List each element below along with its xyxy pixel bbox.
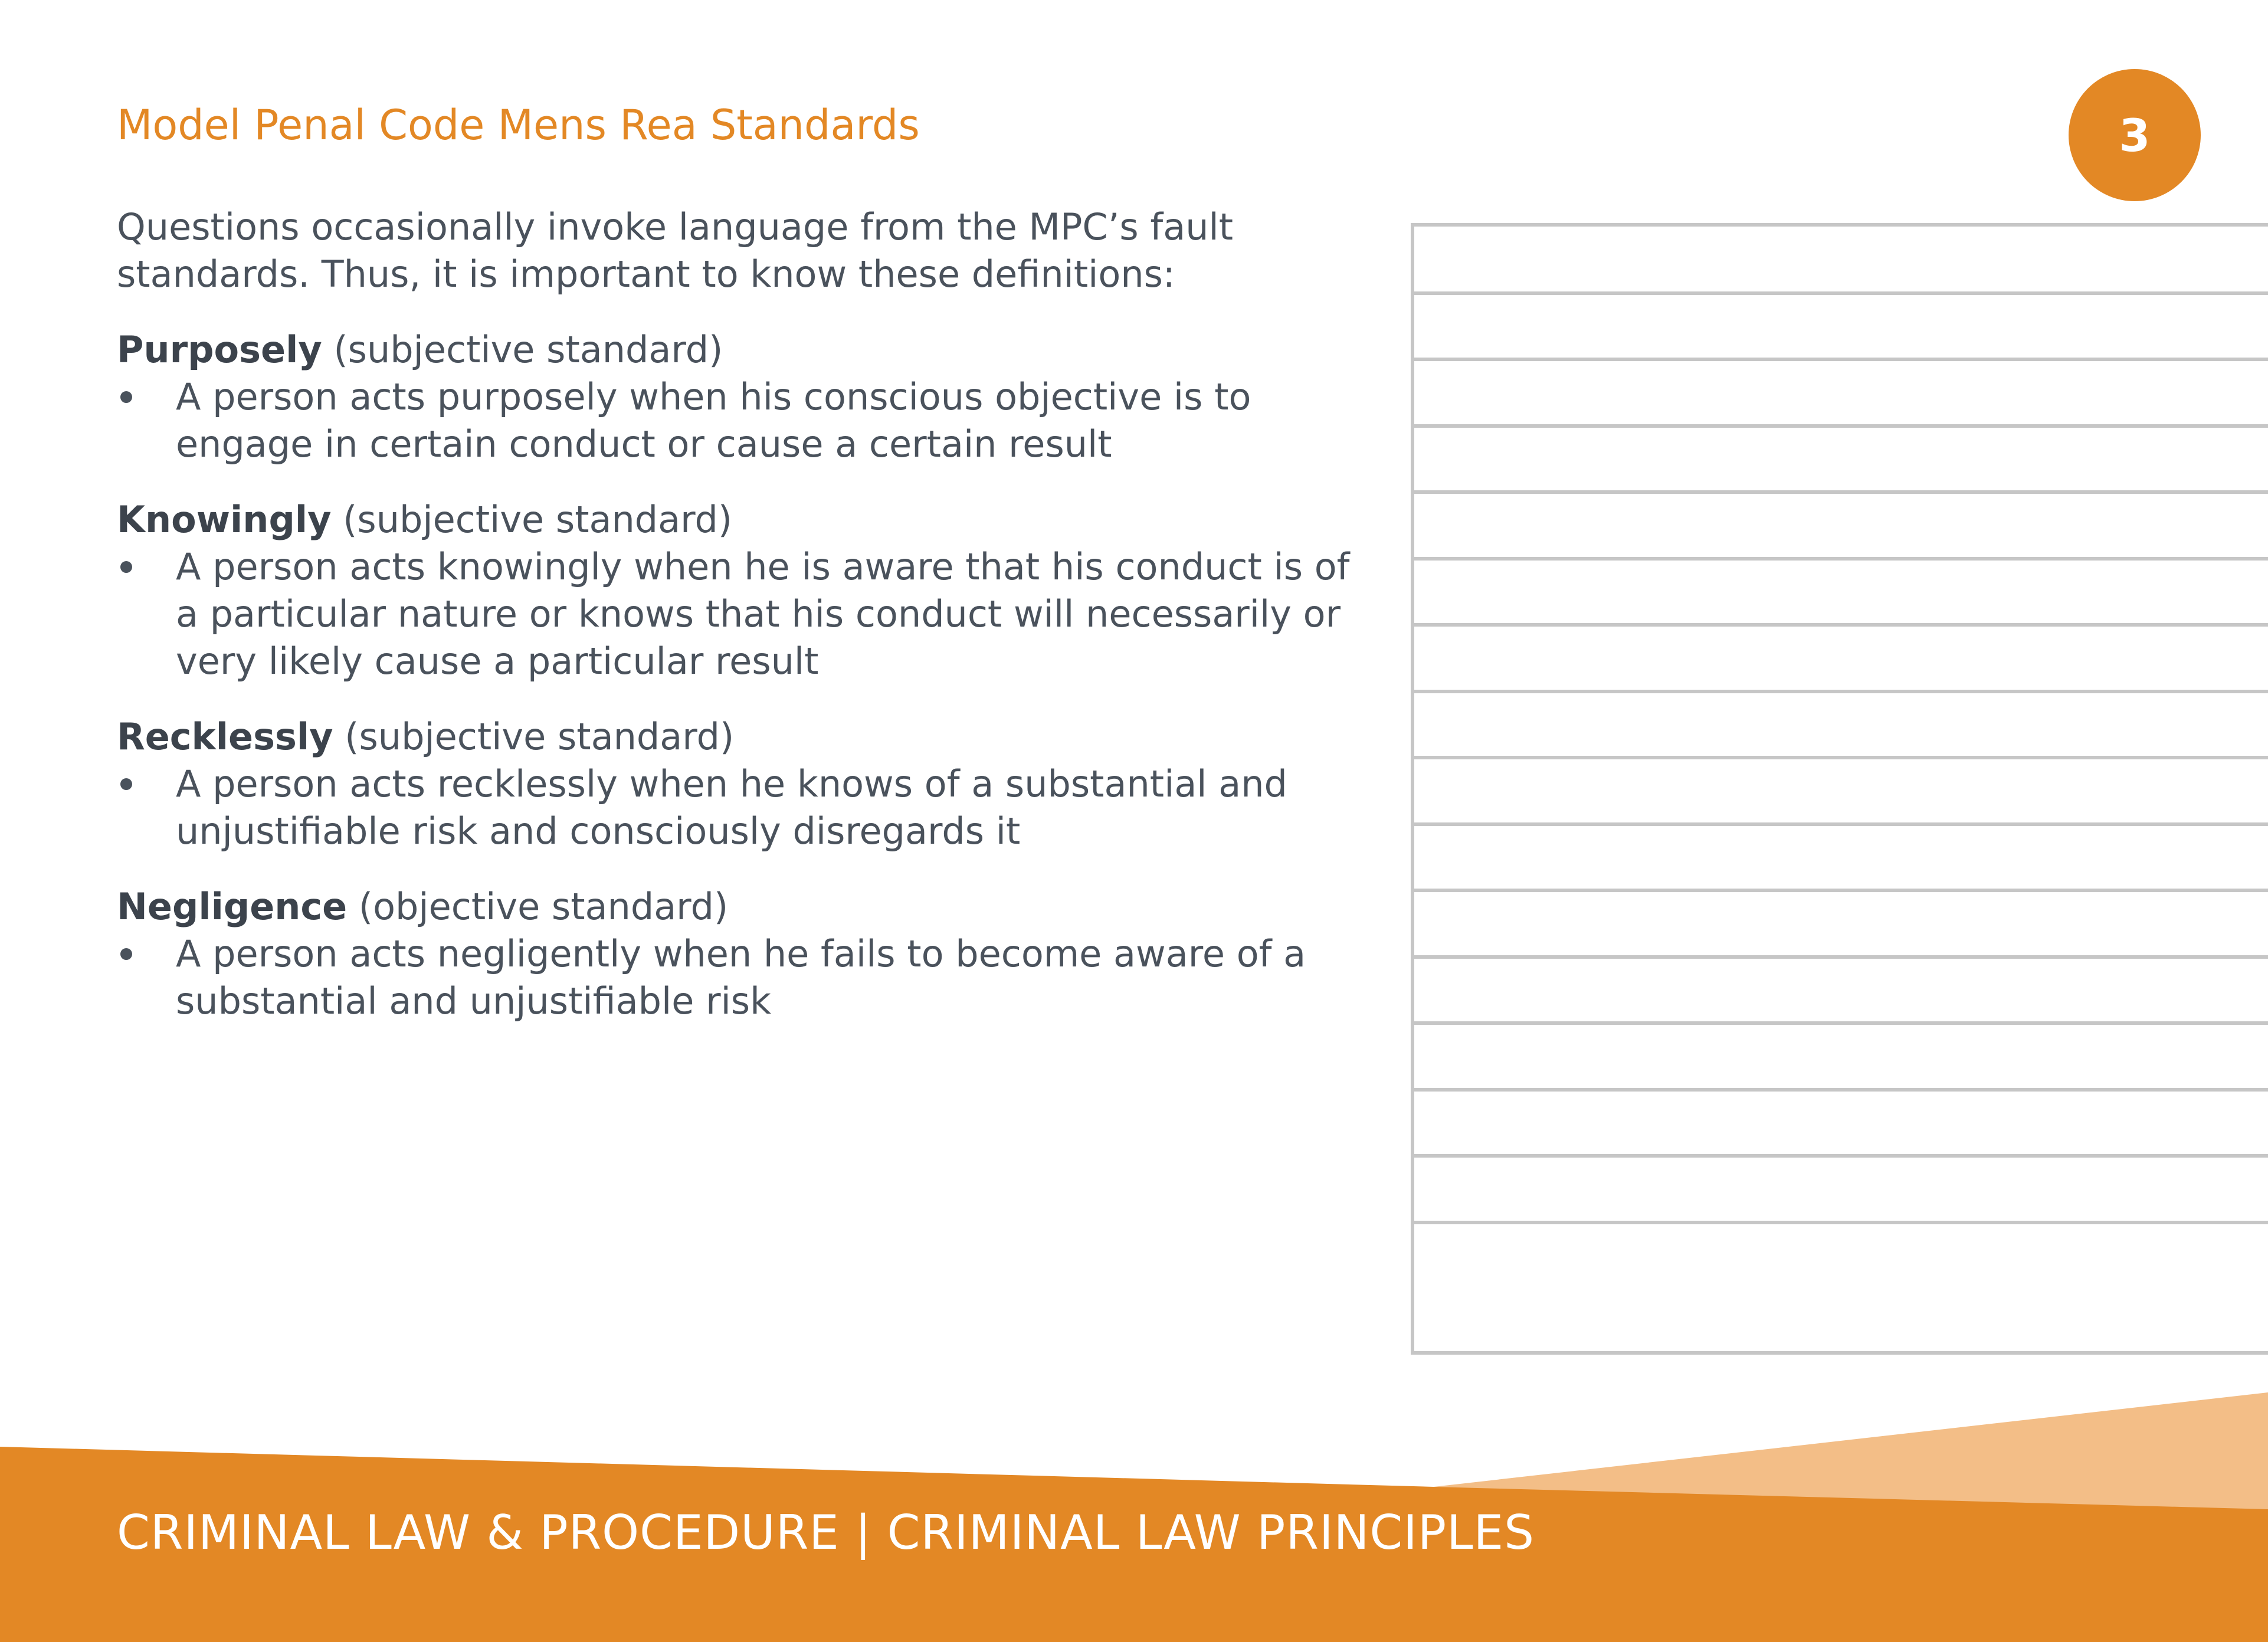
section-knowingly (117, 496, 1356, 685)
main-content (117, 204, 1356, 1053)
definition-text: A person acts recklessly when he knows of a substantial and unjustifiable risk and consciously disregards it (176, 762, 1287, 853)
note-rule-line (1414, 822, 2268, 826)
definition-bullet (117, 761, 1356, 855)
term-label: Knowingly (117, 498, 332, 541)
definition-bullet (117, 543, 1356, 685)
note-rule-line (1414, 1088, 2268, 1092)
note-rule-line (1414, 955, 2268, 959)
note-rule-line (1414, 291, 2268, 295)
note-rule-line (1414, 424, 2268, 428)
section-negligence (117, 883, 1356, 1025)
note-rule-line (1414, 1221, 2268, 1224)
section-heading (117, 713, 1356, 761)
bullet-icon (120, 948, 132, 960)
note-rule-line (1414, 1154, 2268, 1158)
section-heading (117, 496, 1356, 543)
definition-bullet (117, 930, 1356, 1025)
term-label: Negligence (117, 885, 348, 928)
notes-lined-area[interactable] (1411, 223, 2268, 1355)
section-heading (117, 883, 1356, 930)
standard-qualifier: (objective standard) (358, 885, 729, 928)
definition-text: A person acts purposely when his conscious objective is to engage in certain conduct or cause a certain result (176, 375, 1251, 466)
standard-qualifier: (subjective standard) (345, 715, 735, 758)
note-rule-line (1414, 756, 2268, 759)
note-rule-line (1414, 889, 2268, 892)
term-label: Purposely (117, 328, 322, 371)
definition-bullet (117, 373, 1356, 468)
page-title: Model Penal Code Mens Rea Standards (117, 101, 920, 149)
page-number-badge: 3 (2069, 69, 2201, 201)
bullet-icon (120, 561, 132, 573)
note-rule-line (1414, 358, 2268, 361)
note-rule-line (1414, 490, 2268, 494)
footer-text: CRIMINAL LAW & PROCEDURE | CRIMINAL LAW PRINCIPLES (117, 1505, 1535, 1560)
note-rule-line (1414, 623, 2268, 627)
note-rule-line (1414, 690, 2268, 693)
note-rule-line (1414, 557, 2268, 561)
intro-paragraph: Questions occasionally invoke language from the MPC’s fault standards. Thus, it is important to know these definitions: (117, 205, 1234, 296)
definition-text: A person acts negligently when he fails to become aware of a substantial and unjustifiable risk (176, 932, 1306, 1022)
bullet-icon (120, 778, 132, 790)
note-rule-line (1414, 1021, 2268, 1025)
definition-text: A person acts knowingly when he is aware that his conduct is of a particular nature or knows that his conduct will necessarily or very likely cause a particular result (176, 545, 1350, 683)
section-recklessly (117, 713, 1356, 855)
standard-qualifier: (subjective standard) (333, 328, 723, 371)
bullet-icon (120, 391, 132, 403)
term-label: Recklessly (117, 715, 333, 758)
section-purposely (117, 326, 1356, 468)
section-heading (117, 326, 1356, 373)
standard-qualifier: (subjective standard) (343, 498, 733, 541)
